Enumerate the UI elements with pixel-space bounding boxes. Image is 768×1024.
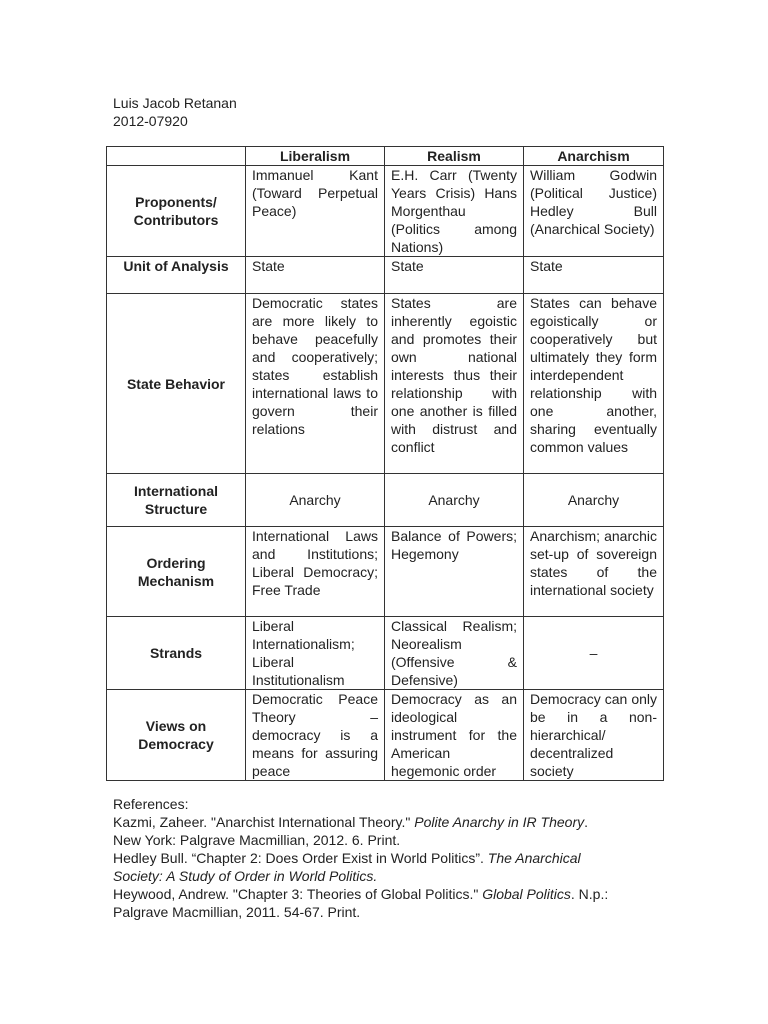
- cell-liberalism-strands: Liberal Internationalism; Liberal Institutionalism: [246, 617, 385, 690]
- corner-cell: [107, 147, 246, 166]
- row-header-ordering: Ordering Mechanism: [107, 527, 246, 617]
- cell-liberalism-democracy: Democratic Peace Theory – democracy is a means for assuring peace: [246, 690, 385, 781]
- cell-realism-strands: Classical Realism; Neorealism (Offensive & Defensive): [385, 617, 524, 690]
- row-header-strands: Strands: [107, 617, 246, 690]
- cell-realism-proponents: E.H. Carr (Twenty Years Crisis) Hans Morgenthau (Politics among Nations): [385, 166, 524, 257]
- cell-anarchism-democracy: Democracy can only be in a non-hierarchical/ decentralized society: [524, 690, 664, 781]
- reference-text: Hedley Bull. “Chapter 2: Does Order Exist in World Politics”.: [113, 850, 488, 866]
- cell-anarchism-strands: –: [524, 617, 664, 690]
- cell-liberalism-ordering: International Laws and Institutions; Liberal Democracy; Free Trade: [246, 527, 385, 617]
- cell-liberalism-structure: Anarchy: [246, 474, 385, 527]
- table-row: [107, 617, 664, 690]
- reference-text: .: [584, 814, 589, 830]
- author-block: [113, 94, 237, 130]
- cell-liberalism-unit: State: [246, 257, 385, 294]
- references-heading: References:: [113, 796, 189, 812]
- table-row: [107, 690, 664, 781]
- reference-title: Polite Anarchy in IR Theory: [414, 814, 585, 830]
- row-header-proponents: Proponents/ Contributors: [107, 166, 246, 257]
- header-row: [107, 147, 664, 166]
- reference-line: New York: Palgrave Macmillian, 2012. 6. Print.: [113, 832, 401, 848]
- reference-title: Society: A Study of Order in World Politics.: [113, 868, 378, 884]
- reference-title: Global Politics: [482, 886, 571, 902]
- cell-anarchism-unit: State: [524, 257, 664, 294]
- reference-line: [113, 813, 673, 831]
- table-row: [107, 257, 664, 294]
- reference-text: Kazmi, Zaheer. "Anarchist International Theory.": [113, 814, 415, 830]
- col-header-realism: Realism: [385, 147, 524, 166]
- table-row: [107, 527, 664, 617]
- cell-realism-structure: Anarchy: [385, 474, 524, 527]
- reference-title: The Anarchical: [487, 850, 581, 866]
- reference-text: Heywood, Andrew. "Chapter 3: Theories of Global Politics.": [113, 886, 483, 902]
- cell-realism-unit: State: [385, 257, 524, 294]
- cell-anarchism-ordering: Anarchism; anarchic set-up of sovereign states of the international society: [524, 527, 664, 617]
- cell-anarchism-behavior: States can behave egoistically or cooperatively but ultimately they form interdependent relationship with one another, sharing eventually common values: [524, 294, 664, 474]
- cell-liberalism-proponents: Immanuel Kant (Toward Perpetual Peace): [246, 166, 385, 257]
- references-block: [113, 795, 673, 921]
- cell-realism-behavior: States are inherently egoistic and promotes their own national interests thus their relationship with one another is filled with distrust and conflict: [385, 294, 524, 474]
- cell-realism-ordering: Balance of Powers; Hegemony: [385, 527, 524, 617]
- reference-line: [113, 867, 673, 885]
- author-name: Luis Jacob Retanan: [113, 95, 237, 111]
- reference-line: [113, 849, 673, 867]
- row-header-democracy: Views on Democracy: [107, 690, 246, 781]
- row-header-state-behavior: State Behavior: [107, 294, 246, 474]
- cell-anarchism-proponents: William Godwin (Political Justice) Hedley Bull (Anarchical Society): [524, 166, 664, 257]
- col-header-anarchism: Anarchism: [524, 147, 664, 166]
- table-row: [107, 166, 664, 257]
- reference-line: Palgrave Macmillian, 2011. 54-67. Print.: [113, 904, 361, 920]
- row-header-unit: Unit of Analysis: [107, 257, 246, 294]
- table-row: [107, 294, 664, 474]
- cell-realism-democracy: Democracy as an ideological instrument for the American hegemonic order: [385, 690, 524, 781]
- cell-liberalism-behavior: Democratic states are more likely to behave peacefully and cooperatively; states establish international laws to govern their relations: [246, 294, 385, 474]
- comparison-table: [106, 146, 664, 781]
- row-header-structure: International Structure: [107, 474, 246, 527]
- table-row: [107, 474, 664, 527]
- cell-anarchism-structure: Anarchy: [524, 474, 664, 527]
- author-id: 2012-07920: [113, 113, 188, 129]
- col-header-liberalism: Liberalism: [246, 147, 385, 166]
- reference-text: . N.p.:: [570, 886, 609, 902]
- reference-line: [113, 885, 673, 903]
